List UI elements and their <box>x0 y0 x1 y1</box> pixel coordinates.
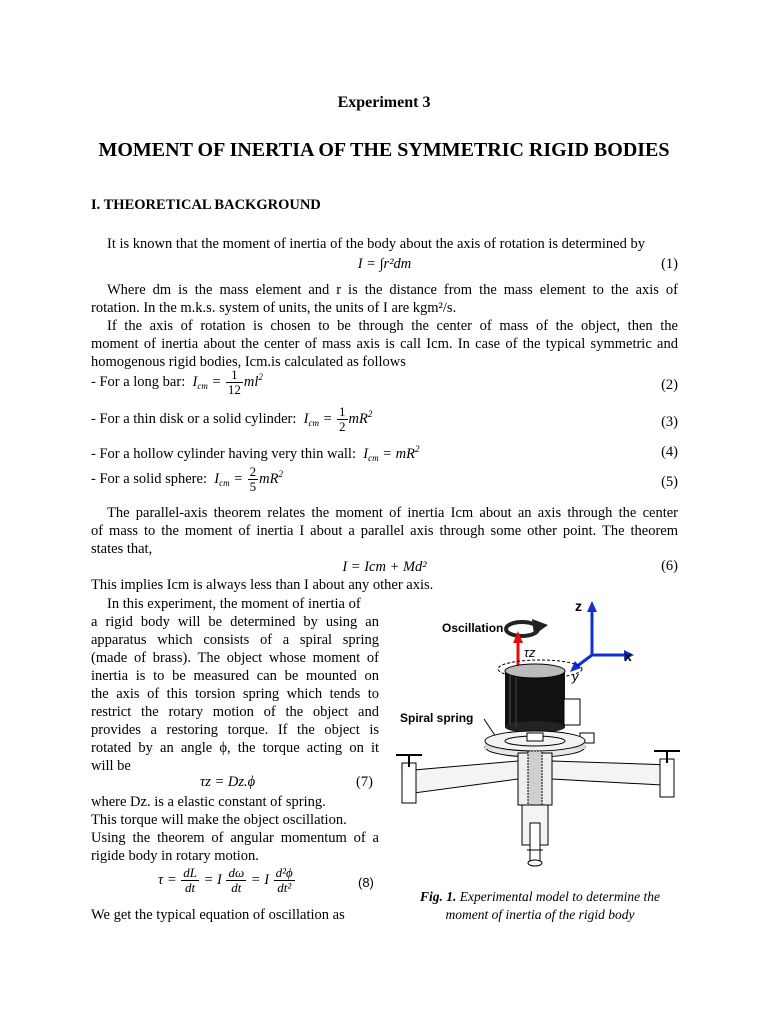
section-heading: I. THEORETICAL BACKGROUND <box>91 197 321 213</box>
oscillation-label: Oscillation <box>442 621 504 635</box>
column-line-7: restrict the rotary motion of the object and <box>91 704 379 720</box>
caption-line2: moment of inertia of the rigid body <box>445 907 635 922</box>
tripod-base <box>396 751 680 866</box>
paragraph-axis-line3: homogenous rigid bodies, Icm.is calculated as follows <box>91 354 406 370</box>
paragraph-axis-line2: moment of inertia about the center of mass axis is call Icm. In case of the typical symmetric and <box>91 336 678 352</box>
formula-hollow-label: - For a hollow cylinder having very thin wall: <box>91 445 356 462</box>
formula-solid-sphere: - For a solid sphere: $I_{cm}$ = $\frac{2}{5}$ $mR^2$ <box>91 464 283 494</box>
paragraph-intro: It is known that the moment of inertia of the body about the axis of rotation is determined by <box>107 236 645 252</box>
paragraph-where-line2: rotation. In the m.k.s. system of units, the units of I are kgm²/s. <box>91 300 457 316</box>
y-axis-label: y <box>572 669 579 684</box>
equation-8-number: (8) <box>358 875 374 890</box>
side-bracket <box>564 699 580 725</box>
caption-line1: Experimental model to determine the <box>459 889 660 904</box>
equation-4-number: (4) <box>661 444 678 460</box>
column-line-10: will be <box>91 758 131 774</box>
experiment-label: Experiment 3 <box>337 94 431 111</box>
axes-diagram <box>570 598 634 684</box>
rotation-arrow-icon <box>506 619 548 636</box>
equation-3-number: (3) <box>661 414 678 430</box>
paragraph-parallel-line2: of mass to the moment of inertia I about a parallel axis through some other point. The theorem <box>91 523 678 539</box>
column-line-4: (made of brass). The object whose moment of <box>91 650 379 666</box>
equation-5-number: (5) <box>661 474 678 490</box>
column2-line-3: Using the theorem of angular momentum of a <box>91 830 379 846</box>
column-line-5: inertia is to be measured can be mounted on <box>91 668 379 684</box>
paragraph-where-line1: Where dm is the mass element and r is the distance from the mass element to the axis of <box>107 282 678 298</box>
z-arrow-icon <box>587 601 597 612</box>
column-line-8: provides a restoring torque. If the object is <box>91 722 379 738</box>
column-line-1: In this experiment, the moment of inertia of <box>107 596 361 612</box>
caption-label: Fig. 1. <box>420 889 457 904</box>
column-line-2: a rigid body will be determined by using an <box>91 614 379 630</box>
column-line-6: the axis of this torsion spring which tends to <box>91 686 379 702</box>
equation-7-number: (7) <box>356 774 373 790</box>
equation-1-number: (1) <box>661 256 678 272</box>
paragraph-parallel-line1: The parallel-axis theorem relates the moment of inertia Icm about an axis through the center <box>107 505 678 521</box>
spiral-spring-label: Spiral spring <box>400 711 474 725</box>
paragraph-last: We get the typical equation of oscillation as <box>91 907 345 923</box>
z-axis-label: z <box>575 598 582 614</box>
paragraph-parallel-line3: states that, <box>91 541 153 557</box>
equation-6: I = Icm + Md² <box>342 559 427 575</box>
column2-line-4: rigide body in rotary motion. <box>91 848 259 864</box>
formula-long-bar-label: - For a long bar: <box>91 373 186 390</box>
apparatus-figure <box>392 595 692 875</box>
paragraph-axis-line1: If the axis of rotation is chosen to be through the center of mass of the object, then the <box>107 318 678 334</box>
formula-thin-disk-label: - For a thin disk or a solid cylinder: <box>91 410 297 427</box>
column2-line-2: This torque will make the object oscillation. <box>91 812 347 828</box>
page-title: MOMENT OF INERTIA OF THE SYMMETRIC RIGID BODIES <box>98 139 670 161</box>
formula-sphere-label: - For a solid sphere: <box>91 470 207 487</box>
rigid-body-cylinder <box>505 664 565 733</box>
formula-long-bar: - For a long bar: $I_{cm}$ = $\frac{1}{12}$ $ml^2$ <box>91 367 263 397</box>
equation-6-number: (6) <box>661 558 678 574</box>
torque-label: τz <box>524 645 536 660</box>
column-line-3: apparatus which consists of a spiral spring <box>91 632 379 648</box>
paragraph-implies: This implies Icm is always less than I about any other axis. <box>91 577 434 593</box>
formula-thin-disk: - For a thin disk or a solid cylinder: $I_{cm}$ = $\frac{1}{2}$ $mR^2$ <box>91 404 373 434</box>
equation-1: I = ∫r²dm <box>357 256 412 272</box>
equation-7: τz = Dz.ϕ <box>200 774 256 790</box>
x-axis-label: x <box>624 648 632 664</box>
equation-2-number: (2) <box>661 377 678 393</box>
equation-8: τ = $\frac{dL}{dt}$ = I $\frac{d\omega}{dt}$ = I $\frac{\text{d²ϕ}}{\text{dt²}}$ <box>158 865 293 895</box>
column2-line-1: where Dz. is a elastic constant of spring. <box>91 794 326 810</box>
figure-caption <box>396 888 684 924</box>
column-line-9: rotated by an angle ϕ, the torque acting on it <box>91 740 379 756</box>
formula-hollow-cylinder: - For a hollow cylinder having very thin wall: $I_{cm} = mR^2$ <box>91 444 420 463</box>
